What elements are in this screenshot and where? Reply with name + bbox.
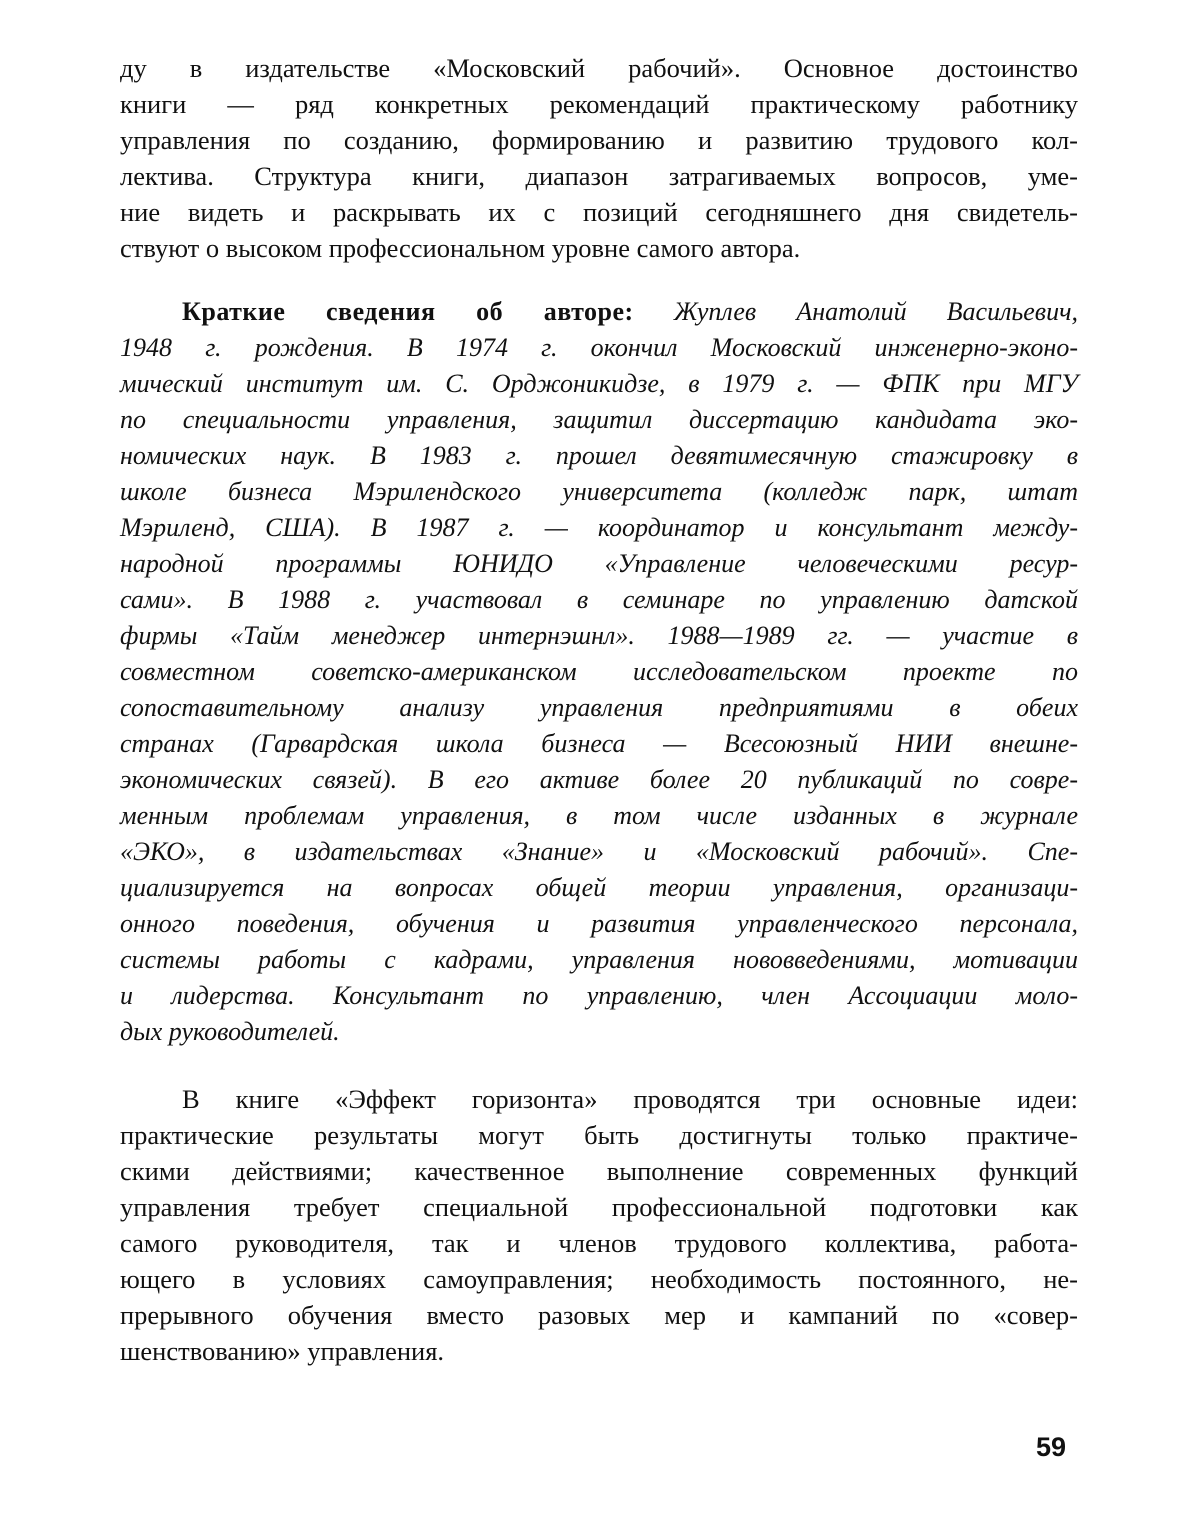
text-line: по специальности управления, защитил диссертацию кандидата эко- (120, 405, 1078, 434)
text-line: экономических связей). В его активе более 20 публикаций по совре- (120, 765, 1078, 794)
paragraph-book-review (120, 50, 1078, 266)
text-line: сами». В 1988 г. участвовал в семинаре по управлению датской (120, 585, 1078, 614)
text-line: управления по созданию, формированию и развитию трудового кол- (120, 125, 1078, 155)
text-line: сопоставительному анализу управления предприятиями в обеих (120, 693, 1078, 722)
text-line: ние видеть и раскрывать их с позиций сегодняшнего дня свидетель- (120, 197, 1078, 227)
text-line: шенствованию» управления. (120, 1336, 445, 1366)
text-line: системы работы с кадрами, управления нововведениями, мотивации (120, 945, 1078, 974)
text-line: 1948 г. рождения. В 1974 г. окончил Московский инженерно-эконо- (120, 333, 1078, 362)
text-line: ющего в условиях самоуправления; необходимость постоянного, не- (120, 1264, 1078, 1294)
author-name: Жуплев Анатолий Васильевич, (633, 297, 1078, 326)
text-line: практические результаты могут быть достигнуты только практиче- (120, 1120, 1078, 1150)
text-line: онного поведения, обучения и развития управленческого персонала, (120, 909, 1078, 938)
text-line: лектива. Структура книги, диапазон затрагиваемых вопросов, уме- (120, 161, 1078, 191)
author-bio-heading: Краткие сведения об авторе: (182, 297, 634, 326)
text-line: скими действиями; качественное выполнение современных функций (120, 1156, 1078, 1186)
paragraph-main-ideas (120, 1081, 1078, 1369)
text-line: народной программы ЮНИДО «Управление человеческими ресур- (120, 549, 1078, 578)
text-line: дых руководителей. (120, 1017, 340, 1046)
text-line: книги — ряд конкретных рекомендаций практическому работнику (120, 89, 1078, 119)
text-line: управления требует специальной профессиональной подготовки как (120, 1192, 1078, 1222)
text-line: В книге «Эффект горизонта» проводятся три основные идеи: (182, 1084, 1078, 1114)
paragraph-author-bio (120, 294, 1078, 1050)
text-line: странах (Гарвардская школа бизнеса — Всесоюзный НИИ внешне- (120, 729, 1078, 758)
text-line: ствуют о высоком профессиональном уровне самого автора. (120, 233, 801, 263)
text-line: школе бизнеса Мэрилендского университета (колледж парк, штат (120, 477, 1078, 506)
text-line: фирмы «Тайм менеджер интернэшнл». 1988—1989 гг. — участие в (120, 621, 1078, 650)
text-line: самого руководителя, так и членов трудового коллектива, работа- (120, 1228, 1078, 1258)
text-line: прерывного обучения вместо разовых мер и кампаний по «совер- (120, 1300, 1078, 1330)
text-line: циализируется на вопросах общей теории управления, организаци- (120, 873, 1078, 902)
text-line: Мэриленд, США). В 1987 г. — координатор и консультант между- (120, 513, 1078, 542)
page-body (120, 50, 1078, 1369)
text-line: мический институт им. С. Орджоникидзе, в 1979 г. — ФПК при МГУ (120, 369, 1078, 398)
text-line: менным проблемам управления, в том числе изданных в журнале (120, 801, 1078, 830)
text-line: номических наук. В 1983 г. прошел девятимесячную стажировку в (120, 441, 1078, 470)
page-number: 59 (1036, 1432, 1067, 1462)
author-bio-first-line (120, 294, 1078, 330)
text-line: «ЭКО», в издательствах «Знание» и «Московский рабочий». Спе- (120, 837, 1078, 866)
text-line: совместном советско-американском исследовательском проекте по (120, 657, 1078, 686)
text-line: ду в издательстве «Московский рабочий». Основное достоинство (120, 53, 1078, 83)
text-line: и лидерства. Консультант по управлению, член Ассоциации моло- (120, 981, 1078, 1010)
